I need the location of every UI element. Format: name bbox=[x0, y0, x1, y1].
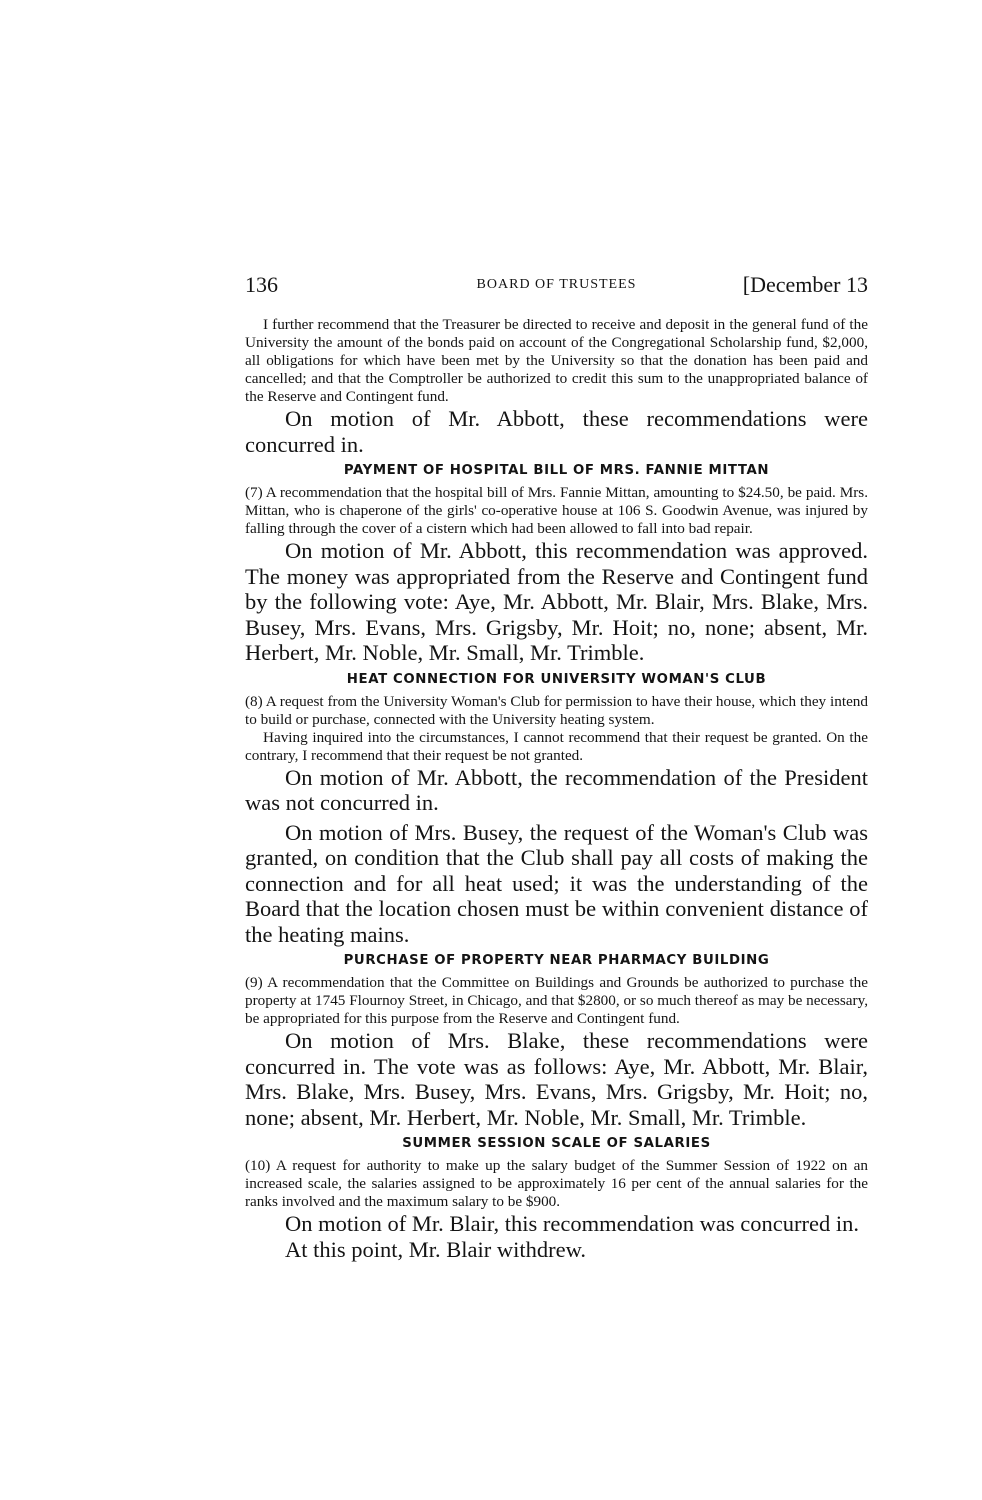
section-heading: HEAT CONNECTION FOR UNIVERSITY WOMAN'S CLUB bbox=[346, 671, 767, 687]
motion-paragraph: On motion of Mrs. Blake, these recommendations were concurred in. The vote was as follows: Aye, Mr. Abbott, Mr. Blair, Mrs. Blake, Mrs. Busey, Mrs. Evans, Mrs. Grigsby, Mr. Hoit; no, none; absent, Mr. Herbert, Mr. Noble, Mr. Small, Mr. Trimble. bbox=[245, 1028, 868, 1130]
section-heading: PURCHASE OF PROPERTY NEAR PHARMACY BUILDING bbox=[343, 953, 770, 968]
page-number: 136 bbox=[245, 272, 278, 297]
page-header bbox=[245, 272, 868, 302]
running-title: BOARD OF TRUSTEES bbox=[476, 277, 637, 292]
header-date: [December 13 bbox=[742, 272, 868, 297]
section-heading: SUMMER SESSION SCALE OF SALARIES bbox=[402, 1136, 711, 1151]
item-paragraph: (7) A recommendation that the hospital bill of Mrs. Fannie Mittan, amounting to $24.50, be paid. Mrs. Mittan, who is chaperone of the girls' co-operative house at 106 S. Goodwin Avenue, was injured by falling through the cover of a cistern which had been allowed to fall into bad repair. bbox=[245, 484, 868, 537]
motion-paragraph: On motion of Mr. Abbott, these recommendations were concurred in. bbox=[245, 406, 868, 457]
recommendation-paragraph: I further recommend that the Treasurer be directed to receive and deposit in the general fund of the University the amount of the bonds paid on account of the Congregational Scholarship fund, $2,000, all obligations for which have been met by the University so that the donation has been paid and cancelled; and that the Comptroller be authorized to credit this sum to the unappropriated balance of the Reserve and Contingent fund. bbox=[245, 316, 868, 405]
page-body bbox=[245, 316, 868, 1262]
section-heading: PAYMENT OF HOSPITAL BILL OF MRS. FANNIE MITTAN bbox=[343, 463, 770, 478]
motion-paragraph: At this point, Mr. Blair withdrew. bbox=[285, 1236, 587, 1262]
motion-paragraph: On motion of Mr. Abbott, the recommendation of the President was not concurred in. bbox=[245, 764, 868, 815]
motion-paragraph: On motion of Mr. Abbott, this recommendation was approved. The money was appropriated from the Reserve and Contingent fund by the following vote: Aye, Mr. Abbott, Mr. Blair, Mrs. Blake, Mrs. Busey, Mrs. Evans, Mrs. Grigsby, Mr. Hoit; no, none; absent, Mr. Herbert, Mr. Noble, Mr. Small, Mr. Trimble. bbox=[245, 538, 868, 665]
item-paragraph: (9) A recommendation that the Committee on Buildings and Grounds be authorized to purchase the property at 1745 Flournoy Street, in Chicago, and that $2800, or so much thereof as may be necessary, be appropriated for this purpose from the Reserve and Contingent fund. bbox=[245, 974, 868, 1027]
motion-paragraph: On motion of Mr. Blair, this recommendation was concurred in. bbox=[285, 1211, 859, 1236]
item-paragraph: (10) A request for authority to make up the salary budget of the Summer Session of 1922 on an increased scale, the salaries assigned to be approximately 16 per cent of the annual salaries for the ranks involved and the maximum salary to be $900. bbox=[245, 1157, 868, 1210]
motion-paragraph: On motion of Mrs. Busey, the request of the Woman's Club was granted, on condition that the Club shall pay all costs of making the connection and for all heat used; it was the understanding of the Board that the location chosen must be within convenient distance of the heating mains. bbox=[245, 819, 868, 947]
president-comment-paragraph: Having inquired into the circumstances, I cannot recommend that their request be granted. On the contrary, I recommend that their request be not granted. bbox=[245, 728, 868, 764]
item-paragraph: (8) A request from the University Woman's Club for permission to have their house, which they intend to build or purchase, connected with the University heating system. bbox=[245, 692, 868, 728]
